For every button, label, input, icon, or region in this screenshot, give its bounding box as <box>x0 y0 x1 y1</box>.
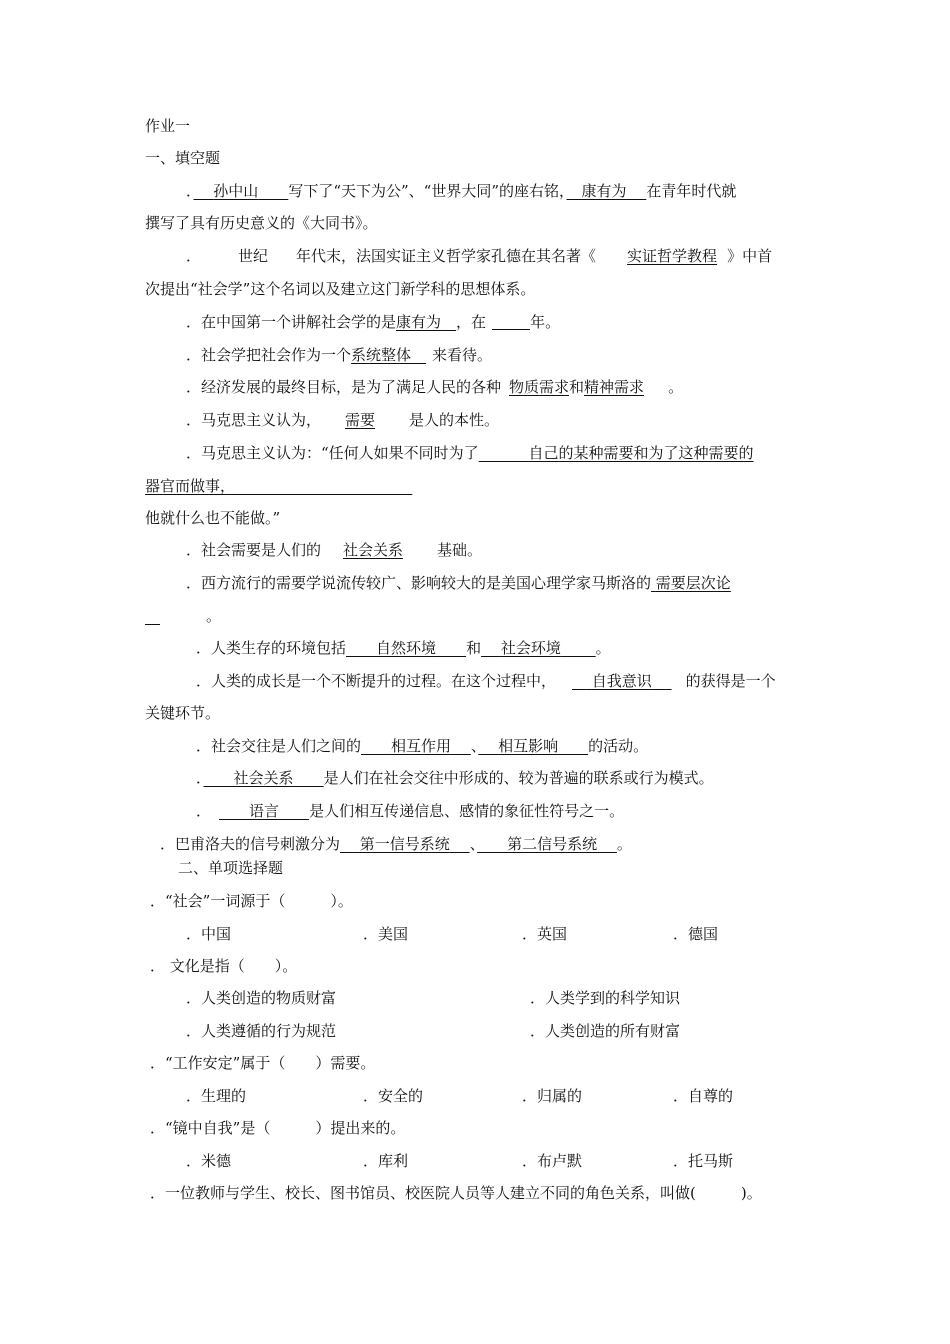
answer: 自我意识 <box>591 672 652 690</box>
answer: 器官而做事， <box>145 477 228 495</box>
question-3: ．在中国第一个讲解社会学的是康有为 ，在 年。 <box>186 313 561 331</box>
mc-option: ．德国 <box>673 925 719 943</box>
mc-option: ．人类创造的物质财富 <box>186 989 337 1007</box>
mc-option: ．归属的 <box>522 1087 583 1105</box>
mc-question-4: ．“镜中自我”是（ ）提出来的。 <box>150 1119 406 1137</box>
mc-option: ．安全的 <box>363 1087 424 1105</box>
question-15: ．巴甫洛夫的信号刺激分为 第一信号系统 、 第二信号系统 。 <box>160 835 632 853</box>
question-13: ． 社会关系 是人们在社会交往中形成的、较为普遍的联系或行为模式。 <box>196 769 714 787</box>
question-7-end: 他就什么也不能做。” <box>145 509 281 527</box>
question-7: ．马克思主义认为：“任何人如果不同时为了 自己的某种需要和为了这种需要的 <box>186 444 754 462</box>
question-5: ．经济发展的最终目标，是为了满足人民的各种 物质需求和精神需求 。 <box>186 378 684 396</box>
mc-question-3: ．“工作安定”属于（ ）需要。 <box>150 1054 376 1072</box>
question-4: ．社会学把社会作为一个系统整体 来看待。 <box>186 346 493 364</box>
answer: 需要层次论 <box>655 574 731 592</box>
answer: 精神需求 <box>584 378 645 396</box>
question-14: ． 语言 是人们相互传递信息、感情的象征性符号之一。 <box>196 802 625 820</box>
mc-option: ．人类学到的科学知识 <box>530 989 681 1007</box>
answer: 需要 <box>345 411 376 429</box>
question-11: ．人类的成长是一个不断提升的过程。在这个过程中， 自我意识 的获得是一个 <box>196 672 776 690</box>
answer: 第二信号系统 <box>507 835 598 853</box>
answer: 康有为 <box>396 313 442 331</box>
question-8: ．社会需要是人们的 社会关系 基础。 <box>186 541 483 559</box>
answer: 相互作用 <box>391 737 452 755</box>
question-6: ．马克思主义认为， 需要 是人的本性。 <box>186 411 500 429</box>
answer: 自己的某种需要和为了这种需要的 <box>528 444 754 462</box>
mc-question-5: ．一位教师与学生、校长、图书馆员、校医院人员等人建立不同的角色关系，叫做( )。 <box>150 1184 762 1202</box>
answer: 社会关系 <box>343 541 404 559</box>
question-11-cont: 关键环节。 <box>145 704 221 722</box>
question-2-cont: 次提出“社会学”这个名词以及建立这门新学科的思想体系。 <box>145 280 536 298</box>
answer: 社会关系 <box>233 769 294 787</box>
mc-option: ．托马斯 <box>673 1152 734 1170</box>
question-9: ．西方流行的需要学说流传较广、影响较大的是美国心理学家马斯洛的 需要层次论 <box>186 574 731 592</box>
document-title: 作业一 <box>145 117 191 135</box>
question-9-cont: 。 <box>145 609 221 624</box>
mc-question-2: ． 文化是指（ ）。 <box>150 957 298 975</box>
question-2: ． 世纪 年代末，法国实证主义哲学家孔德在其名著《 实证哲学教程 》中首 <box>186 247 773 265</box>
answer: 第一信号系统 <box>359 835 450 853</box>
mc-option: ．中国 <box>186 925 232 943</box>
section-heading-multiple-choice: 二、单项选择题 <box>178 859 284 877</box>
mc-option: ．英国 <box>522 925 568 943</box>
answer: 康有为 <box>581 182 627 200</box>
blank <box>492 315 530 330</box>
answer: 相互影响 <box>498 737 559 755</box>
answer: 自然环境 <box>376 639 437 657</box>
answer: 社会环境 <box>500 639 561 657</box>
answer: 实证哲学教程 <box>627 247 718 265</box>
mc-option: ．生理的 <box>186 1087 247 1105</box>
mc-option: ．库利 <box>363 1152 409 1170</box>
answer: 语言 <box>249 802 280 820</box>
answer <box>145 607 160 625</box>
question-1-cont: 撰写了具有历史意义的《大同书》。 <box>145 214 378 232</box>
answer: 孙中山 <box>213 182 259 200</box>
answer: 物质需求 <box>509 378 570 396</box>
answer: 系统整体 <box>351 346 412 364</box>
mc-option: ．人类创造的所有财富 <box>530 1022 681 1040</box>
section-heading-fill-in: 一、填空题 <box>145 149 221 167</box>
question-1: ． 孙中山 写下了“天下为公”、“世界大同”的座右铭， 康有为 在青年时代就 <box>186 182 737 200</box>
mc-option: ．人类遵循的行为规范 <box>186 1022 337 1040</box>
mc-option: ．布卢默 <box>522 1152 583 1170</box>
mc-option: ．米德 <box>186 1152 232 1170</box>
mc-option: ．美国 <box>363 925 409 943</box>
mc-question-1: ．“社会”一词源于（ ）。 <box>150 892 353 910</box>
question-12: ．社会交往是人们之间的 相互作用 、 相互影响 的活动。 <box>196 737 649 755</box>
question-7-cont <box>145 479 412 494</box>
question-10: ．人类生存的环境包括 自然环境 和 社会环境 。 <box>196 639 611 657</box>
mc-option: ．自尊的 <box>673 1087 734 1105</box>
